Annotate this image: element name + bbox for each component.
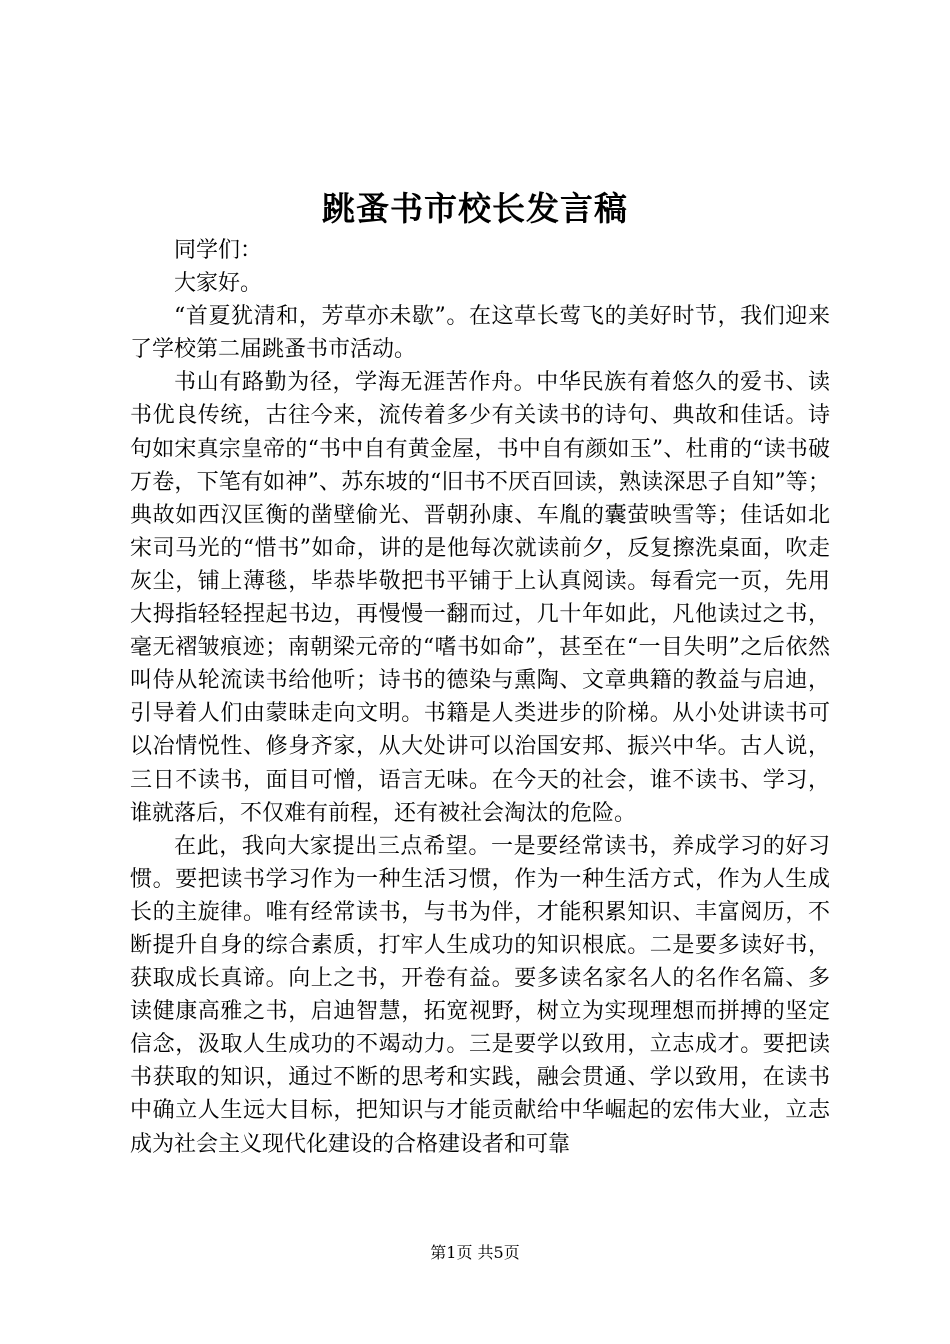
document-title: 跳蚤书市校长发言稿 <box>322 189 628 228</box>
paragraph-three-hopes: 在此，我向大家提出三点希望。一是要经常读书，养成学习的好习惯。要把读书学习作为一种生活习惯，作为一种生活方式，作为人生成长的主旋律。唯有经常读书，与书为伴，才能积累知识、丰富阅历，不断提升自身的综合素质，打牢人生成功的知识根底。二是要多读好书，获取成长真谛。向上之书，开卷有益。要多读名家名人的名作名篇、多读健康高雅之书，启迪智慧，拓宽视野，树立为实现理想而拼搏的坚定信念，汲取人生成功的不竭动力。三是要学以致用，立志成才。要把读书获取的知识，通过不断的思考和实践，融会贯通、学以致用，在读书中确立人生远大目标，把知识与才能贡献给中华崛起的宏伟大业，立志成为社会主义现代化建设的合格建设者和可靠 <box>130 833 830 1157</box>
paragraph-intro: “首夏犹清和，芳草亦未歇”。在这草长莺飞的美好时节，我们迎来了学校第二届跳蚤书市活动。 <box>130 304 830 363</box>
paragraph-greeting: 同学们： <box>174 238 263 263</box>
document-body <box>130 234 830 1161</box>
paragraph-salutation: 大家好。 <box>174 271 263 297</box>
page-footer: 第1页 共5页 <box>430 1243 520 1262</box>
paragraph-reading-tradition: 书山有路勤为径，学海无涯苦作舟。中华民族有着悠久的爱书、读书优良传统，古往今来，流传着多少有关读书的诗句、典故和佳话。诗句如宋真宗皇帝的“书中自有黄金屋，书中自有颜如玉”、杜甫的“读书破万卷，下笔有如神”、苏东坡的“旧书不厌百回读，熟读深思子自知”等；典故如西汉匡衡的凿壁偷光、晋朝孙康、车胤的囊萤映雪等；佳话如北宋司马光的“惜书”如命，讲的是他每次就读前夕，反复擦洗桌面，吹走灰尘，铺上薄毯，毕恭毕敬把书平铺于上认真阅读。每看完一页，先用大拇指轻轻捏起书边，再慢慢一翻而过，几十年如此，凡他读过之书，毫无褶皱痕迹；南朝梁元帝的“嗜书如命”，甚至在“一目失明”之后依然叫侍从轮流读书给他听；诗书的德染与熏陶、文章典籍的教益与启迪，引导着人们由蒙昧走向文明。书籍是人类进步的阶梯。从小处讲读书可以冶情悦性、修身齐家，从大处讲可以治国安邦、振兴中华。古人说，三日不读书，面目可憎，语言无味。在今天的社会，谁不读书、学习，谁就落后，不仅难有前程，还有被社会淘汰的危险。 <box>130 370 830 826</box>
